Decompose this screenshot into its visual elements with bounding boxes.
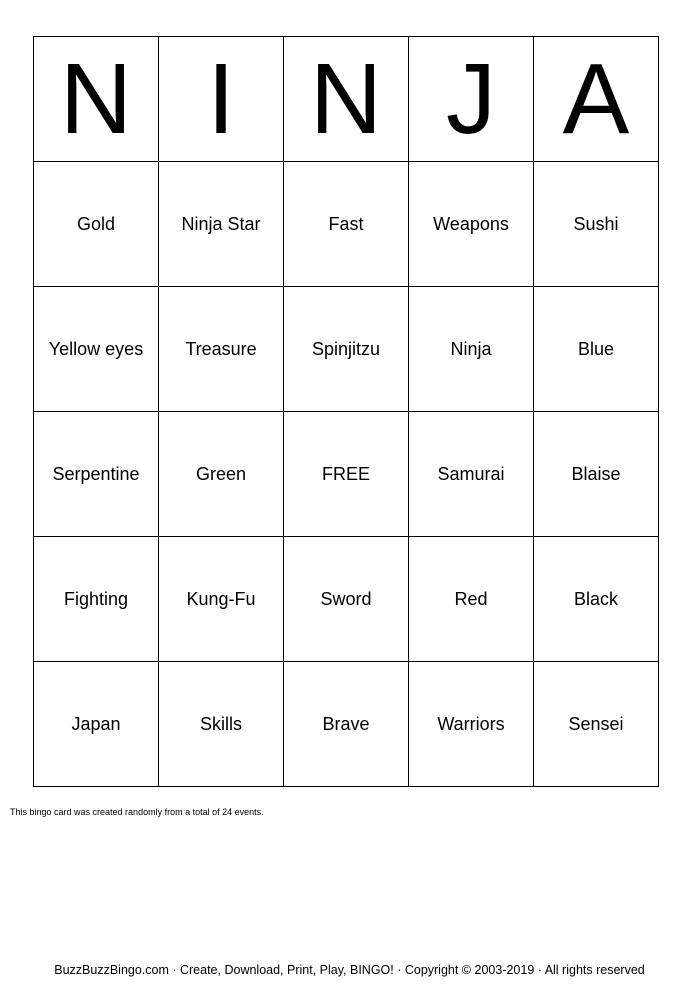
bingo-cell: Skills xyxy=(159,662,284,787)
bingo-cell: Spinjitzu xyxy=(284,287,409,412)
card-row xyxy=(34,537,659,662)
bingo-cell: Treasure xyxy=(159,287,284,412)
header-letter: I xyxy=(159,37,284,162)
card-row xyxy=(34,412,659,537)
bingo-cell: Gold xyxy=(34,162,159,287)
bingo-cell: Kung-Fu xyxy=(159,537,284,662)
card-note: This bingo card was created randomly from a total of 24 events. xyxy=(10,807,264,817)
card-row xyxy=(34,287,659,412)
bingo-card xyxy=(33,36,659,787)
bingo-cell: Green xyxy=(159,412,284,537)
bingo-cell: Samurai xyxy=(409,412,534,537)
bingo-cell: Sushi xyxy=(534,162,659,287)
footer-text: BuzzBuzzBingo.com · Create, Download, Print, Play, BINGO! · Copyright © 2003-2019 · All rights reserved xyxy=(54,963,645,977)
header-row xyxy=(34,37,659,162)
bingo-cell: Yellow eyes xyxy=(34,287,159,412)
bingo-cell: Blaise xyxy=(534,412,659,537)
bingo-cell: Red xyxy=(409,537,534,662)
bingo-cell: Ninja Star xyxy=(159,162,284,287)
bingo-cell: Black xyxy=(534,537,659,662)
card-row xyxy=(34,662,659,787)
bingo-cell: Serpentine xyxy=(34,412,159,537)
header-letter: N xyxy=(34,37,159,162)
bingo-cell: Sensei xyxy=(534,662,659,787)
bingo-cell: Blue xyxy=(534,287,659,412)
bingo-cell: Fighting xyxy=(34,537,159,662)
bingo-cell: Sword xyxy=(284,537,409,662)
bingo-cell: Warriors xyxy=(409,662,534,787)
bingo-cell: Weapons xyxy=(409,162,534,287)
free-cell: FREE xyxy=(284,412,409,537)
header-letter: N xyxy=(284,37,409,162)
bingo-cell: Japan xyxy=(34,662,159,787)
bingo-cell: Fast xyxy=(284,162,409,287)
bingo-cell: Ninja xyxy=(409,287,534,412)
card-row xyxy=(34,162,659,287)
header-letter: J xyxy=(409,37,534,162)
header-letter: A xyxy=(534,37,659,162)
bingo-cell: Brave xyxy=(284,662,409,787)
